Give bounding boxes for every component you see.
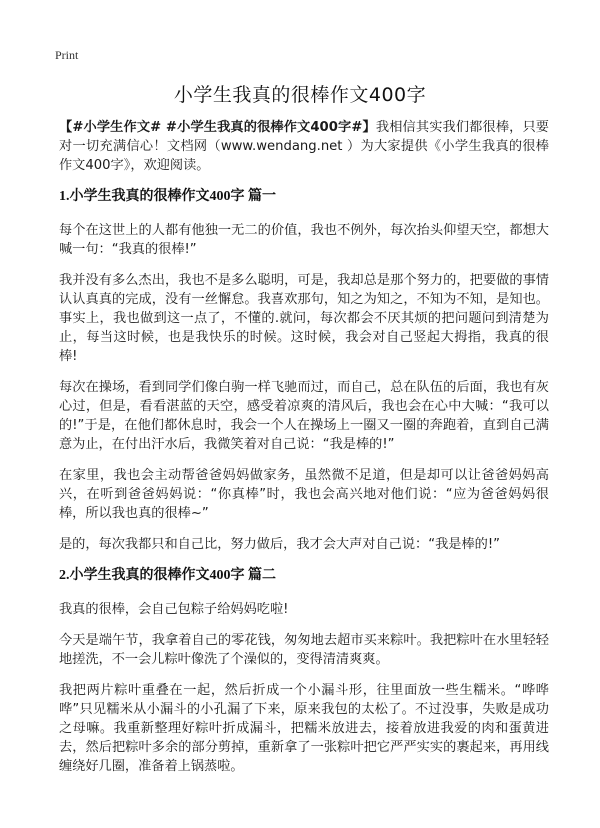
section-heading-2: 2.小学生我真的很棒作文400字 篇二 [59, 568, 276, 583]
print-label: Print [55, 48, 79, 62]
paragraph: 在家里，我也会主动帮爸爸妈妈做家务，虽然微不足道，但是却可以让爸爸妈妈高兴，在听到爸爸妈妈说：“你真棒”时，我也会高兴地对他们说：“应为爸爸妈妈很棒，所以我也真的很棒~” [59, 468, 549, 521]
article-body [59, 118, 549, 788]
paragraph: 是的，每次我都只和自己比，努力做后，我才会大声对自己说：“我是棒的!” [59, 537, 500, 552]
intro-tag: 【#小学生作文# #小学生我真的很棒作文400字#】 [59, 120, 376, 135]
section-heading-1: 1.小学生我真的很棒作文400字 篇一 [59, 189, 276, 204]
paragraph: 我真的很棒，会自己包粽子给妈妈吃啦! [59, 602, 289, 617]
paragraph: 每次在操场，看到同学们像白驹一样飞驰而过，而自己，总在队伍的后面，我也有灰心过，但是，看看湛蓝的天空，感受着凉爽的清风后，我也会在心中大喊：“我可以的!”于是，在他们都休息时，我会一个人在操场上一圈又一圈的奔跑着，直到自己满意为止，在付出汗水后，我微笑着对自己说：“我是棒的!” [59, 380, 549, 452]
page-title: 小学生我真的很棒作文400字 [173, 84, 427, 106]
paragraph: 我把两片粽叶重叠在一起，然后折成一个小漏斗形，往里面放一些生糯米。“哗哗哗”只见糯米从小漏斗的小孔漏了下来，原来我包的太松了。不过没事，失败是成功之母嘛。我重新整理好粽叶折成漏斗，把糯米放进去，接着放进我爱的肉和蛋黄进去，然后把粽叶多余的部分剪掉，重新拿了一张粽叶把它严严实实的裹起来，再用线缠绕好几圈，准备着上锅蒸啦。 [59, 683, 549, 774]
paragraph: 今天是端午节，我拿着自己的零花钱，匆匆地去超市买来粽叶。我把粽叶在水里轻轻地搓洗，不一会儿粽叶像洗了个澡似的，变得清清爽爽。 [59, 633, 549, 667]
intro-text: 我相信其实我们都很棒，只要对一切充满信心！文档网（www.wendang.net ）为大家提供《小学生我真的很棒作文400字》，欢迎阅读。 [59, 120, 549, 173]
paragraph: 我并没有多么杰出，我也不是多么聪明，可是，我却总是那个努力的，把要做的事情认认真真的完成，没有一丝懈怠。我喜欢那句，知之为知之，不知为不知，是知也。事实上，我也做到这一点了，不懂的.就问，每次都会不厌其烦的把问题问到清楚为止，每当这时候，也是我快乐的时候。这时候，我会对自己竖起大拇指，我真的很棒! [59, 273, 549, 364]
paragraph: 每个在这世上的人都有他独一无二的价值，我也不例外，每次抬头仰望天空，都想大喊一句：“我真的很棒!” [59, 223, 549, 257]
intro-paragraph [59, 118, 549, 175]
